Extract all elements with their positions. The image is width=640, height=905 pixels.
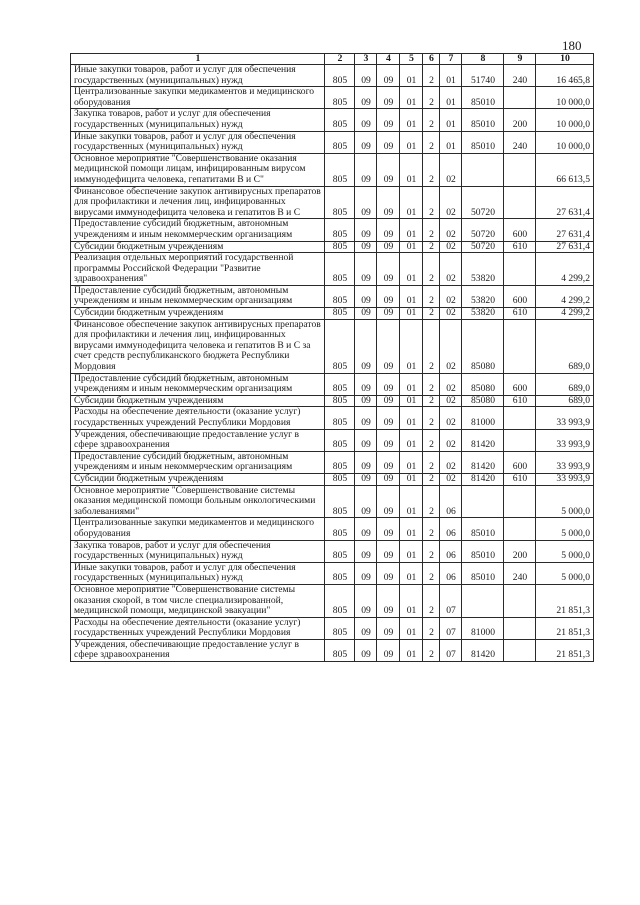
page-number: 180 xyxy=(562,38,582,53)
row-description: Закупка товаров, работ и услуг для обеспечения государственных (муниципальных) нужд xyxy=(71,109,325,131)
cell-section: 09 xyxy=(355,639,377,661)
table-row xyxy=(71,518,594,540)
table-row xyxy=(71,407,594,429)
cell-direction xyxy=(462,153,504,186)
cell-section: 09 xyxy=(355,395,377,407)
cell-subsection: 09 xyxy=(377,109,400,131)
cell-amount: 27 631,4 xyxy=(536,219,594,241)
cell-program: 01 xyxy=(400,407,423,429)
cell-expense-type xyxy=(504,253,536,286)
cell-event: 02 xyxy=(440,373,462,395)
cell-amount: 4 299,2 xyxy=(536,253,594,286)
cell-admin-code: 805 xyxy=(325,617,355,639)
cell-admin-code: 805 xyxy=(325,65,355,87)
cell-direction: 51740 xyxy=(462,65,504,87)
cell-amount: 27 631,4 xyxy=(536,186,594,219)
cell-direction: 50720 xyxy=(462,219,504,241)
cell-subsection: 09 xyxy=(377,253,400,286)
row-description: Основное мероприятие "Совершенствование системы оказания медицинской помощи больным онкологическими заболеваниями" xyxy=(71,485,325,518)
cell-admin-code: 805 xyxy=(325,186,355,219)
cell-subsection: 09 xyxy=(377,308,400,320)
cell-direction xyxy=(462,584,504,617)
cell-subsection: 09 xyxy=(377,131,400,153)
row-description: Иные закупки товаров, работ и услуг для обеспечения государственных (муниципальных) нужд xyxy=(71,562,325,584)
cell-section: 09 xyxy=(355,429,377,451)
cell-subsection: 09 xyxy=(377,153,400,186)
cell-subprogram: 2 xyxy=(423,373,440,395)
cell-expense-type: 600 xyxy=(504,373,536,395)
table-row xyxy=(71,253,594,286)
cell-expense-type: 610 xyxy=(504,308,536,320)
cell-expense-type xyxy=(504,617,536,639)
cell-section: 09 xyxy=(355,131,377,153)
cell-expense-type xyxy=(504,485,536,518)
cell-admin-code: 805 xyxy=(325,87,355,109)
cell-event: 02 xyxy=(440,473,462,485)
cell-amount: 66 613,5 xyxy=(536,153,594,186)
cell-event: 07 xyxy=(440,617,462,639)
cell-direction: 85010 xyxy=(462,562,504,584)
cell-direction: 85080 xyxy=(462,395,504,407)
cell-amount: 689,0 xyxy=(536,373,594,395)
cell-program: 01 xyxy=(400,319,423,373)
cell-amount: 21 851,3 xyxy=(536,639,594,661)
cell-program: 01 xyxy=(400,617,423,639)
cell-event: 02 xyxy=(440,429,462,451)
row-description: Учреждения, обеспечивающие предоставление услуг в сфере здравоохранения xyxy=(71,429,325,451)
cell-program: 01 xyxy=(400,308,423,320)
cell-direction: 85010 xyxy=(462,540,504,562)
cell-program: 01 xyxy=(400,639,423,661)
cell-subprogram: 2 xyxy=(423,87,440,109)
row-description: Предоставление субсидий бюджетным, автономным учреждениям и иным некоммерческим организациям xyxy=(71,285,325,307)
cell-subsection: 09 xyxy=(377,485,400,518)
cell-section: 09 xyxy=(355,319,377,373)
cell-direction: 85010 xyxy=(462,109,504,131)
row-description: Централизованные закупки медикаментов и медицинского оборудования xyxy=(71,87,325,109)
table-row xyxy=(71,186,594,219)
cell-subsection: 09 xyxy=(377,562,400,584)
table-row xyxy=(71,153,594,186)
table-row xyxy=(71,562,594,584)
cell-event: 02 xyxy=(440,186,462,219)
cell-subprogram: 2 xyxy=(423,153,440,186)
cell-expense-type: 600 xyxy=(504,451,536,473)
cell-section: 09 xyxy=(355,518,377,540)
row-description: Субсидии бюджетным учреждениям xyxy=(71,473,325,485)
cell-admin-code: 805 xyxy=(325,319,355,373)
cell-event: 01 xyxy=(440,65,462,87)
table-row xyxy=(71,241,594,253)
row-description: Субсидии бюджетным учреждениям xyxy=(71,241,325,253)
cell-subprogram: 2 xyxy=(423,109,440,131)
cell-program: 01 xyxy=(400,429,423,451)
cell-subsection: 09 xyxy=(377,319,400,373)
cell-subprogram: 2 xyxy=(423,562,440,584)
row-description: Предоставление субсидий бюджетным, автономным учреждениям и иным некоммерческим организациям xyxy=(71,451,325,473)
cell-subsection: 09 xyxy=(377,87,400,109)
cell-program: 01 xyxy=(400,540,423,562)
cell-amount: 4 299,2 xyxy=(536,308,594,320)
cell-amount: 5 000,0 xyxy=(536,518,594,540)
cell-expense-type: 240 xyxy=(504,65,536,87)
cell-expense-type: 600 xyxy=(504,219,536,241)
cell-subprogram: 2 xyxy=(423,451,440,473)
cell-direction: 81420 xyxy=(462,429,504,451)
cell-admin-code: 805 xyxy=(325,473,355,485)
cell-event: 02 xyxy=(440,153,462,186)
column-header: 10 xyxy=(536,54,594,65)
cell-subprogram: 2 xyxy=(423,395,440,407)
cell-subprogram: 2 xyxy=(423,617,440,639)
cell-program: 01 xyxy=(400,562,423,584)
cell-expense-type: 610 xyxy=(504,241,536,253)
cell-subsection: 09 xyxy=(377,518,400,540)
cell-subprogram: 2 xyxy=(423,584,440,617)
table-row xyxy=(71,617,594,639)
cell-direction xyxy=(462,485,504,518)
row-description: Основное мероприятие "Совершенствование системы оказания скорой, в том числе специализированной, медицинской помощи, медицинской эвакуации" xyxy=(71,584,325,617)
table-row xyxy=(71,308,594,320)
cell-direction: 81000 xyxy=(462,617,504,639)
cell-program: 01 xyxy=(400,373,423,395)
row-description: Предоставление субсидий бюджетным, автономным учреждениям и иным некоммерческим организациям xyxy=(71,219,325,241)
cell-section: 09 xyxy=(355,562,377,584)
table-row xyxy=(71,319,594,373)
row-description: Учреждения, обеспечивающие предоставление услуг в сфере здравоохранения xyxy=(71,639,325,661)
cell-subprogram: 2 xyxy=(423,241,440,253)
cell-expense-type: 200 xyxy=(504,109,536,131)
cell-expense-type xyxy=(504,518,536,540)
cell-subsection: 09 xyxy=(377,407,400,429)
cell-amount: 33 993,9 xyxy=(536,429,594,451)
cell-section: 09 xyxy=(355,473,377,485)
cell-event: 02 xyxy=(440,308,462,320)
row-description: Финансовое обеспечение закупок антивирусных препаратов для профилактики и лечения лиц, инфицированных вирусами иммунодефицита человека и гепатитов В и С xyxy=(71,186,325,219)
cell-subprogram: 2 xyxy=(423,473,440,485)
column-header: 8 xyxy=(462,54,504,65)
cell-subprogram: 2 xyxy=(423,518,440,540)
cell-subprogram: 2 xyxy=(423,308,440,320)
cell-program: 01 xyxy=(400,485,423,518)
cell-program: 01 xyxy=(400,253,423,286)
table-row xyxy=(71,451,594,473)
row-description: Иные закупки товаров, работ и услуг для обеспечения государственных (муниципальных) нужд xyxy=(71,65,325,87)
table-row xyxy=(71,109,594,131)
cell-subprogram: 2 xyxy=(423,639,440,661)
cell-admin-code: 805 xyxy=(325,562,355,584)
cell-event: 01 xyxy=(440,131,462,153)
cell-admin-code: 805 xyxy=(325,373,355,395)
cell-event: 02 xyxy=(440,319,462,373)
cell-amount: 689,0 xyxy=(536,319,594,373)
cell-program: 01 xyxy=(400,451,423,473)
cell-event: 02 xyxy=(440,241,462,253)
column-header: 5 xyxy=(400,54,423,65)
cell-section: 09 xyxy=(355,451,377,473)
header-row xyxy=(71,54,594,65)
cell-section: 09 xyxy=(355,153,377,186)
cell-direction: 85080 xyxy=(462,373,504,395)
cell-expense-type: 240 xyxy=(504,562,536,584)
cell-subprogram: 2 xyxy=(423,319,440,373)
cell-event: 06 xyxy=(440,485,462,518)
cell-subprogram: 2 xyxy=(423,131,440,153)
cell-subsection: 09 xyxy=(377,219,400,241)
cell-admin-code: 805 xyxy=(325,109,355,131)
cell-direction: 53820 xyxy=(462,285,504,307)
cell-admin-code: 805 xyxy=(325,518,355,540)
table-row xyxy=(71,131,594,153)
cell-expense-type: 610 xyxy=(504,473,536,485)
cell-subsection: 09 xyxy=(377,373,400,395)
cell-subsection: 09 xyxy=(377,473,400,485)
cell-subsection: 09 xyxy=(377,584,400,617)
cell-admin-code: 805 xyxy=(325,241,355,253)
cell-amount: 33 993,9 xyxy=(536,473,594,485)
cell-subsection: 09 xyxy=(377,285,400,307)
cell-direction: 53820 xyxy=(462,308,504,320)
column-header: 1 xyxy=(71,54,325,65)
table-row xyxy=(71,395,594,407)
cell-event: 02 xyxy=(440,285,462,307)
table-body xyxy=(71,65,594,662)
cell-direction: 85010 xyxy=(462,131,504,153)
cell-expense-type xyxy=(504,87,536,109)
cell-subprogram: 2 xyxy=(423,65,440,87)
cell-event: 02 xyxy=(440,407,462,429)
table-row xyxy=(71,473,594,485)
cell-direction: 81420 xyxy=(462,639,504,661)
cell-event: 06 xyxy=(440,518,462,540)
cell-subprogram: 2 xyxy=(423,186,440,219)
cell-event: 02 xyxy=(440,395,462,407)
cell-amount: 689,0 xyxy=(536,395,594,407)
cell-section: 09 xyxy=(355,186,377,219)
cell-program: 01 xyxy=(400,584,423,617)
cell-admin-code: 805 xyxy=(325,285,355,307)
cell-direction: 53820 xyxy=(462,253,504,286)
cell-amount: 27 631,4 xyxy=(536,241,594,253)
cell-program: 01 xyxy=(400,65,423,87)
cell-section: 09 xyxy=(355,65,377,87)
cell-program: 01 xyxy=(400,219,423,241)
table-row xyxy=(71,540,594,562)
cell-subprogram: 2 xyxy=(423,540,440,562)
cell-direction: 50720 xyxy=(462,186,504,219)
cell-section: 09 xyxy=(355,308,377,320)
row-description: Реализация отдельных мероприятий государственной программы Российской Федерации "Развитие здравоохранения" xyxy=(71,253,325,286)
column-header: 4 xyxy=(377,54,400,65)
row-description: Основное мероприятие "Совершенствование оказания медицинской помощи лицам, инфицированным вирусом иммунодефицита человека, гепатитами В и С" xyxy=(71,153,325,186)
table-row xyxy=(71,584,594,617)
cell-admin-code: 805 xyxy=(325,219,355,241)
cell-amount: 4 299,2 xyxy=(536,285,594,307)
cell-program: 01 xyxy=(400,241,423,253)
cell-direction: 50720 xyxy=(462,241,504,253)
cell-expense-type: 610 xyxy=(504,395,536,407)
row-description: Субсидии бюджетным учреждениям xyxy=(71,395,325,407)
cell-program: 01 xyxy=(400,285,423,307)
cell-program: 01 xyxy=(400,87,423,109)
cell-subprogram: 2 xyxy=(423,485,440,518)
cell-section: 09 xyxy=(355,584,377,617)
cell-amount: 5 000,0 xyxy=(536,485,594,518)
cell-admin-code: 805 xyxy=(325,540,355,562)
cell-program: 01 xyxy=(400,131,423,153)
cell-section: 09 xyxy=(355,540,377,562)
cell-amount: 10 000,0 xyxy=(536,87,594,109)
cell-program: 01 xyxy=(400,186,423,219)
table-row xyxy=(71,485,594,518)
cell-admin-code: 805 xyxy=(325,153,355,186)
cell-section: 09 xyxy=(355,253,377,286)
cell-subprogram: 2 xyxy=(423,429,440,451)
row-description: Финансовое обеспечение закупок антивирусных препаратов для профилактики и лечения лиц, инфицированных вирусами иммунодефицита человека и гепатитов В и С за счет средств республиканского бюджета Республики Мордовия xyxy=(71,319,325,373)
cell-subprogram: 2 xyxy=(423,407,440,429)
cell-event: 07 xyxy=(440,584,462,617)
cell-amount: 10 000,0 xyxy=(536,131,594,153)
cell-direction: 85010 xyxy=(462,87,504,109)
column-header: 3 xyxy=(355,54,377,65)
cell-expense-type: 600 xyxy=(504,285,536,307)
cell-admin-code: 805 xyxy=(325,308,355,320)
cell-section: 09 xyxy=(355,617,377,639)
cell-admin-code: 805 xyxy=(325,253,355,286)
cell-subsection: 09 xyxy=(377,451,400,473)
column-header: 2 xyxy=(325,54,355,65)
cell-direction: 81420 xyxy=(462,451,504,473)
cell-admin-code: 805 xyxy=(325,131,355,153)
cell-subsection: 09 xyxy=(377,241,400,253)
cell-event: 06 xyxy=(440,540,462,562)
column-header: 7 xyxy=(440,54,462,65)
row-description: Иные закупки товаров, работ и услуг для обеспечения государственных (муниципальных) нужд xyxy=(71,131,325,153)
cell-subsection: 09 xyxy=(377,540,400,562)
column-header: 9 xyxy=(504,54,536,65)
cell-subprogram: 2 xyxy=(423,219,440,241)
cell-direction: 81420 xyxy=(462,473,504,485)
cell-admin-code: 805 xyxy=(325,407,355,429)
cell-direction: 85080 xyxy=(462,319,504,373)
cell-expense-type xyxy=(504,319,536,373)
table-row xyxy=(71,219,594,241)
cell-expense-type xyxy=(504,186,536,219)
cell-expense-type xyxy=(504,153,536,186)
cell-direction: 81000 xyxy=(462,407,504,429)
budget-table xyxy=(70,53,594,662)
cell-amount: 33 993,9 xyxy=(536,451,594,473)
cell-admin-code: 805 xyxy=(325,485,355,518)
cell-section: 09 xyxy=(355,109,377,131)
cell-subsection: 09 xyxy=(377,429,400,451)
cell-program: 01 xyxy=(400,518,423,540)
cell-section: 09 xyxy=(355,485,377,518)
cell-amount: 33 993,9 xyxy=(536,407,594,429)
cell-section: 09 xyxy=(355,407,377,429)
cell-amount: 16 465,8 xyxy=(536,65,594,87)
cell-amount: 21 851,3 xyxy=(536,584,594,617)
cell-subsection: 09 xyxy=(377,186,400,219)
cell-amount: 5 000,0 xyxy=(536,562,594,584)
cell-expense-type xyxy=(504,407,536,429)
cell-event: 01 xyxy=(440,87,462,109)
cell-subsection: 09 xyxy=(377,639,400,661)
cell-subsection: 09 xyxy=(377,65,400,87)
cell-section: 09 xyxy=(355,87,377,109)
cell-section: 09 xyxy=(355,285,377,307)
row-description: Закупка товаров, работ и услуг для обеспечения государственных (муниципальных) нужд xyxy=(71,540,325,562)
cell-section: 09 xyxy=(355,373,377,395)
cell-amount: 10 000,0 xyxy=(536,109,594,131)
cell-expense-type: 240 xyxy=(504,131,536,153)
cell-subsection: 09 xyxy=(377,395,400,407)
row-description: Субсидии бюджетным учреждениям xyxy=(71,308,325,320)
cell-program: 01 xyxy=(400,473,423,485)
cell-admin-code: 805 xyxy=(325,584,355,617)
cell-program: 01 xyxy=(400,109,423,131)
cell-expense-type: 200 xyxy=(504,540,536,562)
row-description: Предоставление субсидий бюджетным, автономным учреждениям и иным некоммерческим организациям xyxy=(71,373,325,395)
cell-expense-type xyxy=(504,584,536,617)
cell-admin-code: 805 xyxy=(325,395,355,407)
cell-section: 09 xyxy=(355,241,377,253)
cell-admin-code: 805 xyxy=(325,451,355,473)
cell-section: 09 xyxy=(355,219,377,241)
cell-subprogram: 2 xyxy=(423,253,440,286)
cell-amount: 5 000,0 xyxy=(536,540,594,562)
table-row xyxy=(71,65,594,87)
cell-event: 02 xyxy=(440,219,462,241)
table-row xyxy=(71,373,594,395)
cell-subsection: 09 xyxy=(377,617,400,639)
row-description: Расходы на обеспечение деятельности (оказание услуг) государственных учреждений Республики Мордовия xyxy=(71,407,325,429)
cell-event: 02 xyxy=(440,451,462,473)
cell-event: 01 xyxy=(440,109,462,131)
row-description: Централизованные закупки медикаментов и медицинского оборудования xyxy=(71,518,325,540)
cell-event: 07 xyxy=(440,639,462,661)
cell-direction: 85010 xyxy=(462,518,504,540)
cell-subprogram: 2 xyxy=(423,285,440,307)
table-row xyxy=(71,429,594,451)
cell-event: 06 xyxy=(440,562,462,584)
cell-amount: 21 851,3 xyxy=(536,617,594,639)
table-row xyxy=(71,87,594,109)
cell-program: 01 xyxy=(400,153,423,186)
cell-admin-code: 805 xyxy=(325,429,355,451)
table-row xyxy=(71,639,594,661)
table-row xyxy=(71,285,594,307)
cell-event: 02 xyxy=(440,253,462,286)
column-header: 6 xyxy=(423,54,440,65)
row-description: Расходы на обеспечение деятельности (оказание услуг) государственных учреждений Республики Мордовия xyxy=(71,617,325,639)
cell-expense-type xyxy=(504,429,536,451)
cell-admin-code: 805 xyxy=(325,639,355,661)
cell-program: 01 xyxy=(400,395,423,407)
cell-expense-type xyxy=(504,639,536,661)
